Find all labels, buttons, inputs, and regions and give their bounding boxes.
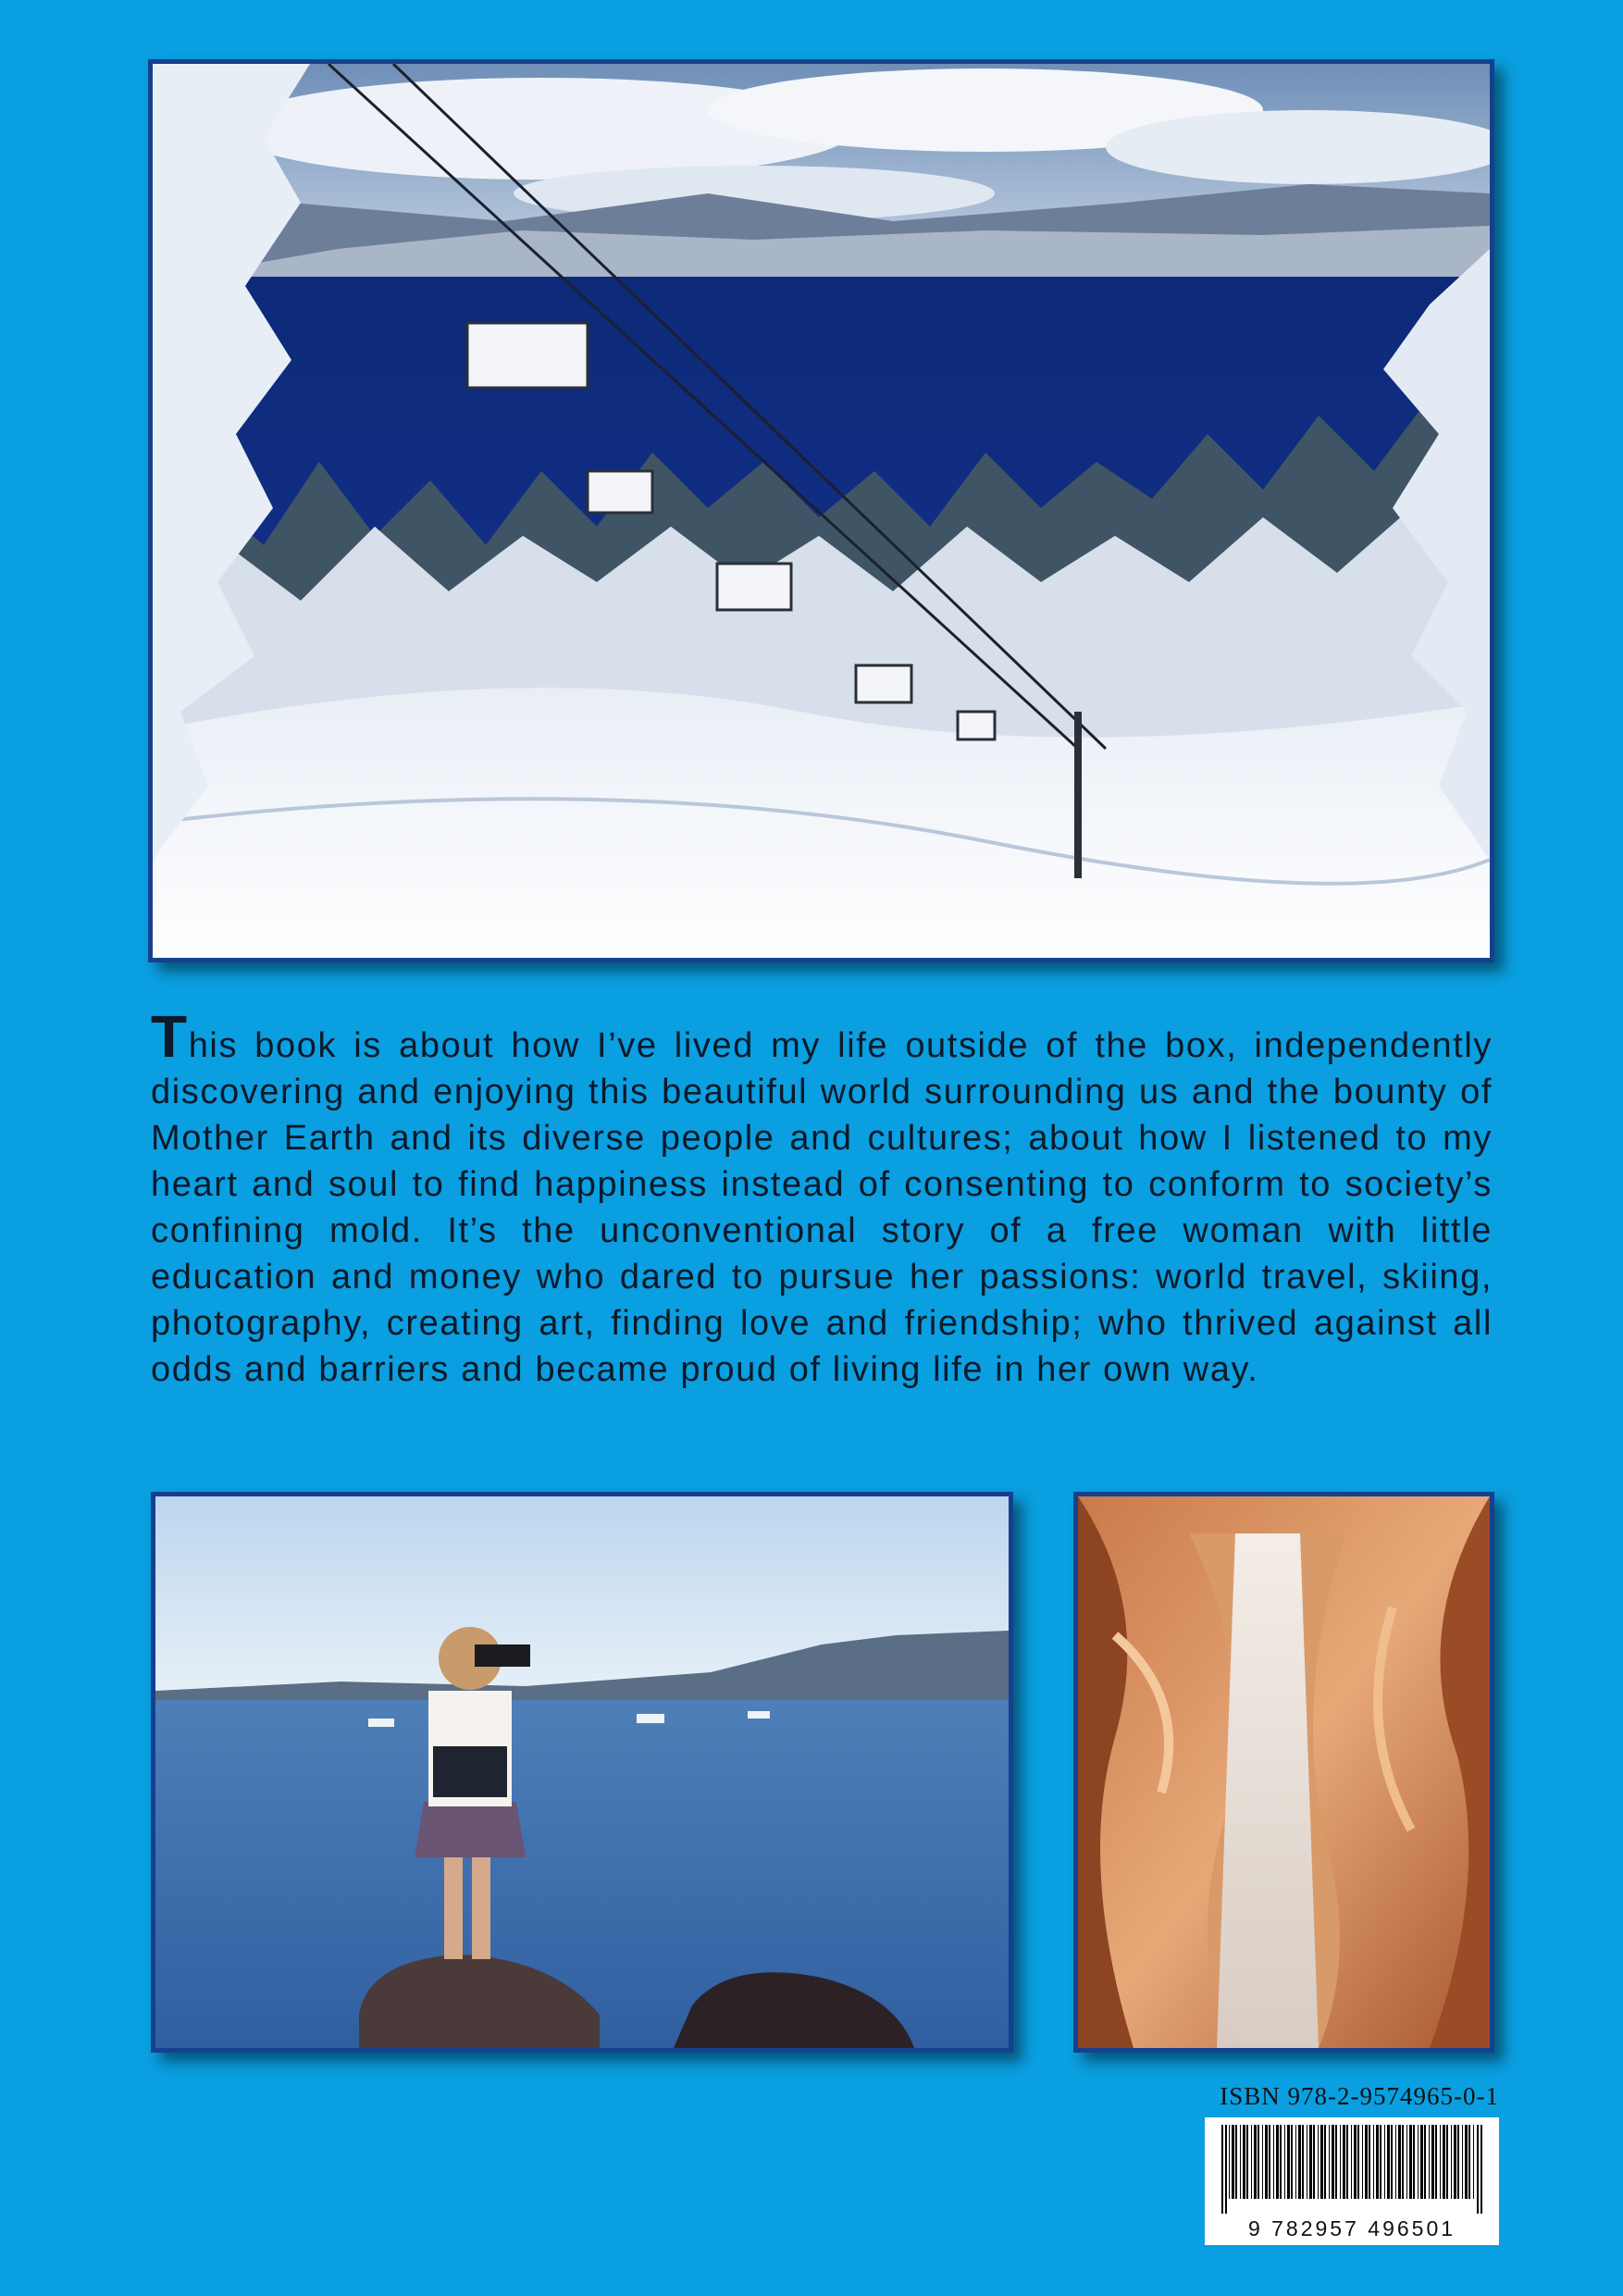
photographer-image: [155, 1496, 1009, 2048]
barcode-bar: [1457, 2125, 1459, 2199]
barcode-bar: [1340, 2125, 1341, 2199]
barcode-bar: [1387, 2125, 1390, 2199]
barcode-bar: [1365, 2125, 1368, 2199]
barcode-bar: [1357, 2125, 1359, 2199]
barcode-bar: [1354, 2125, 1357, 2199]
barcode-bar: [1246, 2125, 1248, 2199]
barcode-bar: [1287, 2125, 1290, 2199]
barcode-bar: [1309, 2125, 1312, 2199]
barcode-bar: [1351, 2125, 1352, 2199]
barcode-number: 9 782957 496501: [1247, 2216, 1456, 2240]
barcode-bar: [1273, 2125, 1274, 2199]
barcode-guard-bar: [1225, 2125, 1227, 2214]
barcode-bar: [1280, 2125, 1282, 2199]
barcode-bar: [1251, 2125, 1252, 2199]
barcode-bar: [1329, 2125, 1330, 2199]
barcode-bar: [1265, 2125, 1268, 2199]
barcode-bar: [1402, 2125, 1404, 2199]
barcode-bar: [1243, 2125, 1245, 2199]
barcode-bar: [1335, 2125, 1337, 2199]
barcode-bar: [1443, 2125, 1445, 2199]
barcode-bar: [1320, 2125, 1323, 2199]
barcode-bar: [1380, 2125, 1381, 2199]
description-text: his book is about how I’ve lived my life outside of the box, independently discovering and enjoying this beautiful world surrounding us and the bounty of Mother Earth and its diverse people and cultures; about how I listened to my heart and soul to find happiness instead of consenting to conform to society’s confining mold. It’s the unconventional story of a free woman with little education and money who dared to pursue her passions: world travel, skiing, photography, creating art, finding love and friendship; who thrived against all odds and barriers and became proud of living life in her own way.: [151, 1026, 1493, 1389]
barcode-bar: [1406, 2125, 1407, 2199]
barcode-bar: [1295, 2125, 1296, 2199]
barcode-bar: [1462, 2125, 1463, 2199]
ski-lift-photo: [148, 59, 1494, 962]
barcode-guard-bar: [1477, 2125, 1479, 2214]
barcode-bar: [1276, 2125, 1279, 2199]
barcode-bar: [1362, 2125, 1363, 2199]
barcode-bar: [1373, 2125, 1374, 2199]
barcode-bar: [1431, 2125, 1434, 2199]
barcode-bar: [1324, 2125, 1326, 2199]
barcode-bar: [1465, 2125, 1468, 2199]
barcode-bar: [1369, 2125, 1370, 2199]
barcode-bar: [1235, 2125, 1237, 2199]
barcode-bar: [1298, 2125, 1301, 2199]
barcode-bar: [1468, 2125, 1470, 2199]
barcode-bar: [1346, 2125, 1348, 2199]
barcode-bar: [1398, 2125, 1401, 2199]
barcode-bar: [1418, 2125, 1419, 2199]
barcode-bar: [1318, 2125, 1319, 2199]
barcode-bar: [1435, 2125, 1437, 2199]
isbn-barcode: [1205, 2117, 1499, 2245]
barcode-bar: [1240, 2125, 1241, 2199]
barcode-bar: [1302, 2125, 1304, 2199]
barcode-bar: [1391, 2125, 1393, 2199]
barcode-bar: [1446, 2125, 1448, 2199]
barcode-bar: [1454, 2125, 1456, 2199]
isbn-label: ISBN 978-2-9574965-0-1: [1220, 2082, 1499, 2110]
barcode-bar: [1424, 2125, 1426, 2199]
barcode-guard-bar: [1481, 2125, 1482, 2214]
barcode-bar: [1332, 2125, 1334, 2199]
barcode-bar: [1440, 2125, 1441, 2199]
barcode-bar: [1343, 2125, 1345, 2199]
barcode-bar: [1291, 2125, 1293, 2199]
barcode-bar: [1269, 2125, 1270, 2199]
slot-canyon-photo: [1073, 1492, 1494, 2053]
barcode-bar: [1262, 2125, 1263, 2199]
barcode-bar: [1258, 2125, 1259, 2199]
barcode-bar: [1284, 2125, 1285, 2199]
barcode-guard-bar: [1221, 2125, 1223, 2214]
book-description: [151, 1003, 1493, 1393]
slot-canyon-image: [1078, 1496, 1490, 2048]
barcode-bar: [1232, 2125, 1234, 2199]
barcode-bar: [1413, 2125, 1415, 2199]
barcode-bar: [1451, 2125, 1452, 2199]
barcode-bar: [1254, 2125, 1257, 2199]
barcode-bar: [1376, 2125, 1379, 2199]
barcode-bar: [1384, 2125, 1385, 2199]
barcode-bar: [1409, 2125, 1412, 2199]
barcode-bar: [1420, 2125, 1423, 2199]
barcode-bar: [1429, 2125, 1430, 2199]
barcode-bar: [1229, 2125, 1230, 2199]
photographer-photo: [151, 1492, 1013, 2053]
ski-lift-image: [153, 64, 1490, 958]
barcode-bar: [1313, 2125, 1315, 2199]
barcode-bars: [1214, 2125, 1490, 2214]
barcode-bar: [1473, 2125, 1474, 2199]
drop-cap: T: [151, 1003, 189, 1070]
barcode-bar: [1395, 2125, 1396, 2199]
